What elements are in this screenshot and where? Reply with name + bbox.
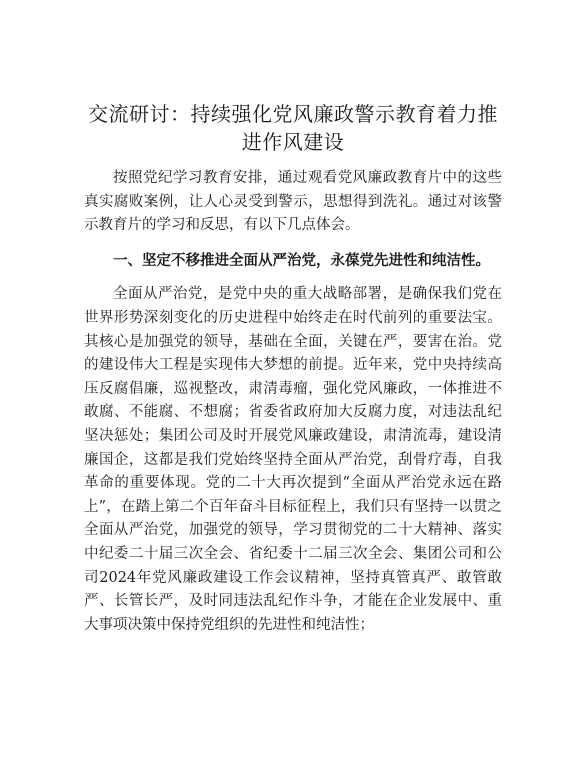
body-paragraph: 全面从严治党，是党中央的重大战略部署，是确保我们党在世界形势深刻变化的历史进程中始终走在时代前列的重要法宝。其核心是加强党的领导，基础在全面，关键在严，要害在治。党的建设伟大工程是实现伟大梦想的前提。近年来，党中央持续高压反腐倡廉，巡视整改，肃清毒瘤，强化党风廉政，一体推进不敢腐、不能腐、不想腐；省委省政府加大反腐力度，对违法乱纪坚决惩处；集团公司及时开展党风廉政建设，肃清流毒，建设清廉国企，这都是我们党始终坚持全面从严治党，刮骨疗毒，自我革命的重要体现。党的二十大再次提到“全面从严治党永远在路上”，在踏上第二个百年奋斗目标征程上，我们只有坚持一以贯之全面从严治党，加强党的领导，学习贯彻党的二十大精神、落实中纪委二十届三次全会、省纪委十二届三次全会、集团公司和公司2024年党风廉政建设工作会议精神，坚持真管真严、敢管敢严、长管长严，及时同违法乱纪作斗争，才能在企业发展中、重大事项决策中保持党组织的先进性和纯洁性；: [84, 286, 502, 633]
section-heading: 一、坚定不移推进全面从严治党，永葆党先进性和纯洁性。: [113, 251, 490, 269]
document-title: 交流研讨：持续强化党风廉政警示教育着力推进作风建设: [88, 102, 498, 154]
intro-paragraph: 按照党纪学习教育安排，通过观看党风廉政教育片中的这些真实腐败案例，让人心灵受到警示，思想得到洗礼。通过对该警示教育片的学习和反思，有以下几点体会。: [84, 170, 502, 234]
document-body: [84, 167, 502, 637]
